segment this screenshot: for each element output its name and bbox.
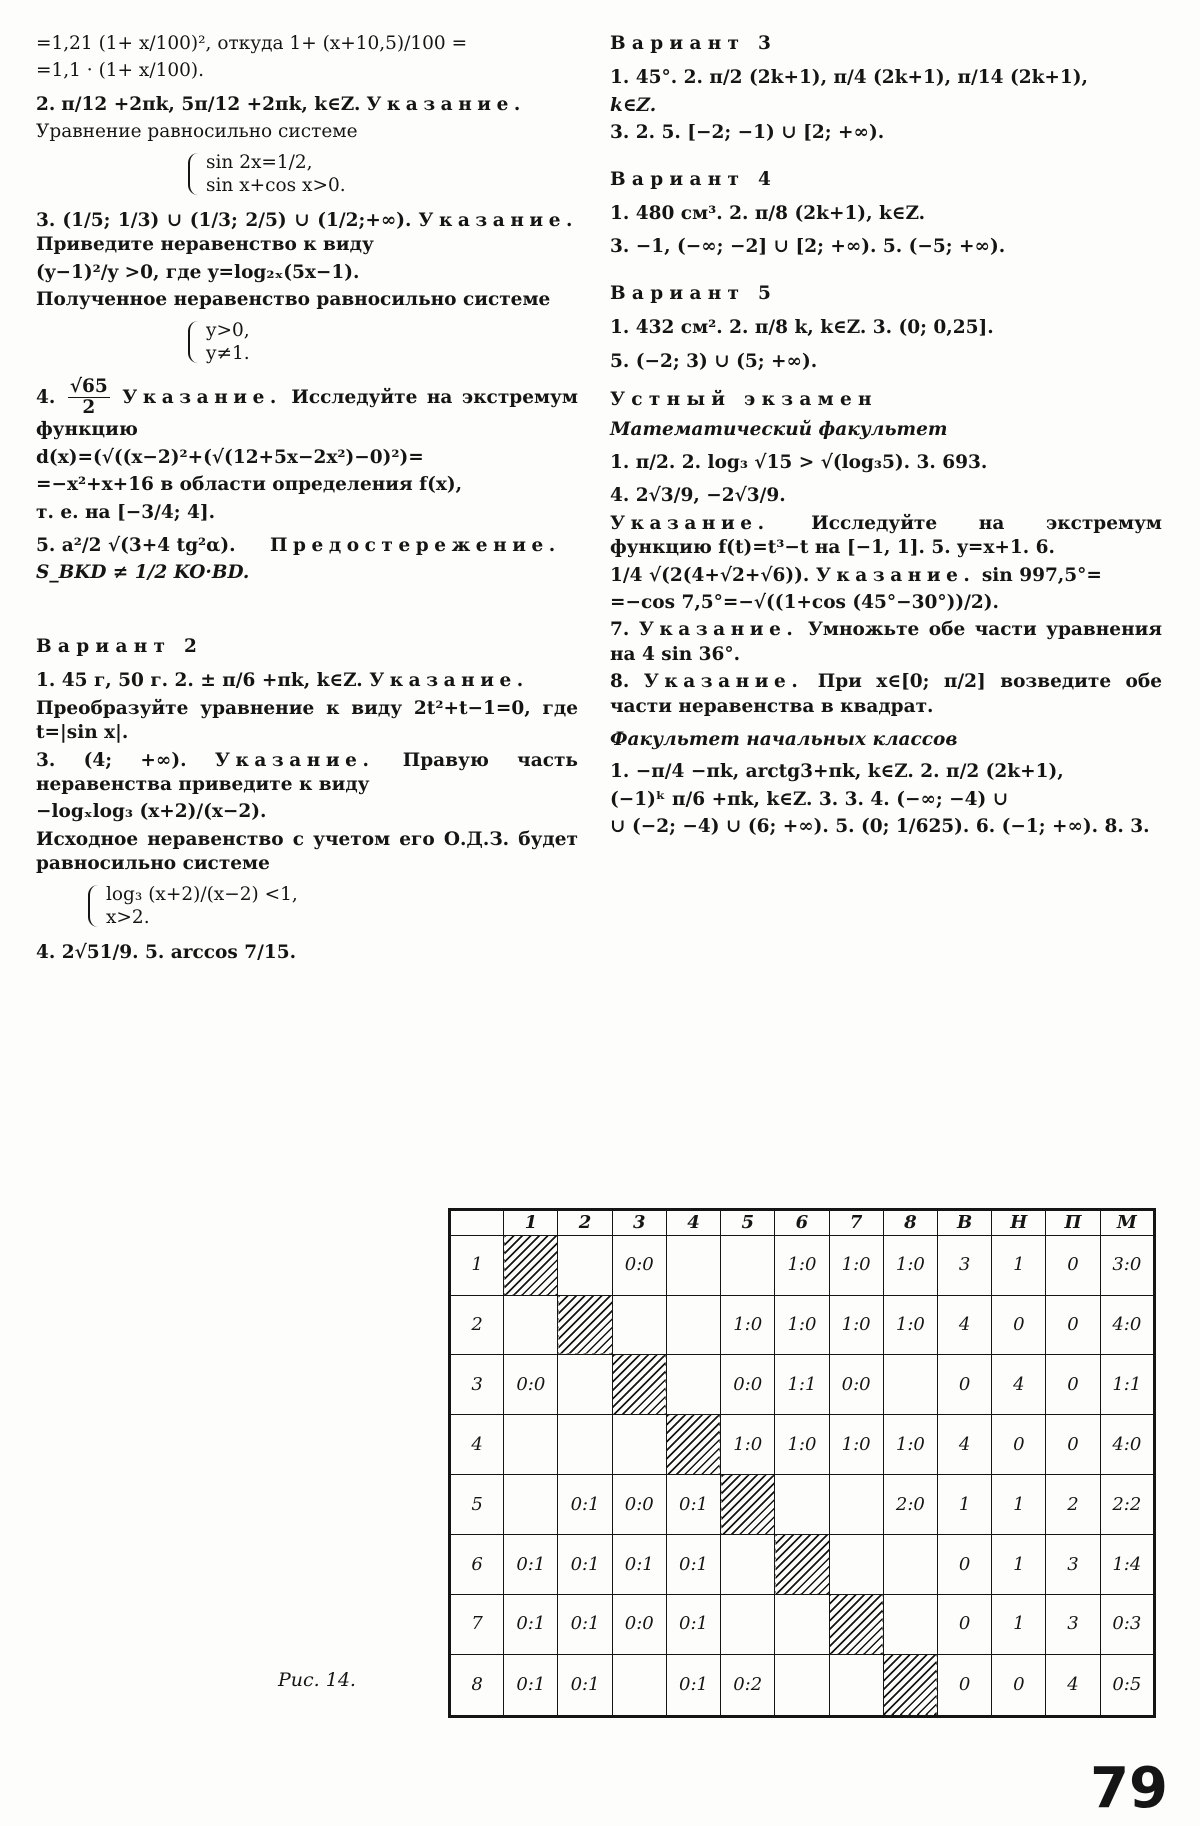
v1-answer-4-denominator: 2 — [82, 397, 96, 419]
table-cell: 0:1 — [558, 1475, 612, 1535]
table-cell — [883, 1355, 937, 1415]
table-cell: 0 — [937, 1594, 991, 1654]
oral-answer-4-hint-block — [610, 512, 1162, 561]
table-header-cell: 2 — [558, 1210, 612, 1236]
variant-4-title: Вариант 4 — [610, 168, 778, 190]
v1-system-2-line1: y>0, — [206, 319, 250, 341]
math-faculty-title: Математический факультет — [610, 419, 948, 441]
table-cell: 0:0 — [612, 1475, 666, 1535]
table-row — [450, 1594, 1155, 1654]
v1-system-1-line2: sin x+cos x>0. — [206, 174, 346, 196]
v1-answer-2 — [36, 93, 578, 117]
v1-answer-4-label: 4. — [36, 386, 56, 408]
table-cell: 1 — [992, 1475, 1046, 1535]
table-cell: 3 — [1046, 1594, 1100, 1654]
oral-answer-8-label: 8. — [610, 671, 630, 693]
oral-answer-6-text: sin 997,5°= — [981, 564, 1102, 586]
table-cell: 1:0 — [829, 1295, 883, 1355]
table-cell — [883, 1534, 937, 1594]
table-cell — [666, 1355, 720, 1415]
table-cell: 1:0 — [829, 1415, 883, 1475]
table-header-cell: 3 — [612, 1210, 666, 1236]
v1-answer-5-label: 5. — [36, 535, 56, 557]
v2-answer-3-math: (4; +∞). — [83, 749, 187, 771]
table-header-cell: 6 — [775, 1210, 829, 1236]
table-cell — [775, 1475, 829, 1535]
table-header-cell: 4 — [666, 1210, 720, 1236]
v1-answer-2-label: 2. — [36, 93, 56, 115]
table-cell: 0 — [937, 1534, 991, 1594]
table-cell: 4:0 — [1100, 1295, 1154, 1355]
v1-answer-3 — [36, 209, 578, 258]
v1-answer-2-text: Уравнение равносильно системе — [36, 121, 358, 143]
oral-answer-7-text: Умножьте обе части уравнения на 4 sin 36°. — [610, 619, 1163, 665]
v1-system-2 — [166, 319, 578, 365]
oral-answer-4-math: 2√3/9, −2√3/9. — [635, 485, 786, 507]
table-cell — [883, 1594, 937, 1654]
v1-answer-4-text: Исследуйте на экстремум функцию — [36, 386, 578, 441]
v1-answer-2-math: π/12 +2πk, 5π/12 +2πk, k∈Z. — [61, 93, 361, 115]
primary-faculty-title: Факультет начальных классов — [610, 728, 958, 750]
table-cell: 0 — [992, 1415, 1046, 1475]
table-cell: 1:0 — [883, 1235, 937, 1295]
v1-answer-3-expr: (y−1)²/y >0, где y=log₂ₓ(5x−1). — [36, 261, 360, 283]
v1-answer-5 — [36, 534, 578, 558]
table-cell: 0 — [992, 1295, 1046, 1355]
table-cell: 1:4 — [1100, 1534, 1154, 1594]
oral-answer-8-hint: Указание. — [643, 671, 804, 693]
table-cell — [883, 1654, 937, 1716]
v2-answer-4: 4. 2√51/9. 5. arccos 7/15. — [36, 941, 297, 963]
table-cell: 4 — [937, 1295, 991, 1355]
table-cell: 2:2 — [1100, 1475, 1154, 1535]
v1-answer-4-line3: т. е. на [−3/4; 4]. — [36, 501, 216, 523]
v2-answer-1-math: 1. 45 г, 50 г. 2. ± π/6 +πk, k∈Z. — [36, 670, 363, 692]
v2-answer-1-text: Преобразуйте уравнение к виду 2t²+t−1=0, где t=|sin x|. — [36, 697, 578, 744]
table-cell: 1 — [992, 1594, 1046, 1654]
table-row — [450, 1415, 1155, 1475]
table-cell: 4 — [1046, 1654, 1100, 1716]
table-cell: 2:0 — [883, 1475, 937, 1535]
table-cell — [666, 1235, 720, 1295]
v2-answer-1 — [36, 669, 578, 693]
oral-answer-6-hint: Указание. — [815, 564, 976, 586]
table-cell — [558, 1295, 612, 1355]
table-cell — [721, 1594, 775, 1654]
right-column — [610, 32, 1162, 849]
table-cell: 1:0 — [883, 1295, 937, 1355]
table-header-cell — [450, 1210, 504, 1236]
table-cell: 1:0 — [775, 1415, 829, 1475]
table-cell — [612, 1654, 666, 1716]
table-cell: 4:0 — [1100, 1415, 1154, 1475]
oral-answer-8 — [610, 670, 1162, 719]
table-header-row — [450, 1210, 1155, 1236]
v1-answer-1-line2: =1,1 · (1+ x/100). — [36, 60, 205, 82]
table-cell — [775, 1654, 829, 1716]
table-cell — [775, 1594, 829, 1654]
table-cell: 1:0 — [721, 1295, 775, 1355]
tournament-score-table — [448, 1208, 1156, 1718]
table-cell — [504, 1235, 558, 1295]
row-header-cell: 2 — [450, 1295, 504, 1355]
v1-system-1-line1: sin 2x=1/2, — [206, 151, 313, 173]
table-cell: 1 — [992, 1534, 1046, 1594]
table-cell — [721, 1235, 775, 1295]
v2-answer-3-expr: −logₓlog₃ (x+2)/(x−2). — [36, 801, 267, 823]
table-cell: 0:1 — [558, 1594, 612, 1654]
row-header-cell: 6 — [450, 1534, 504, 1594]
table-cell: 0:5 — [1100, 1654, 1154, 1716]
oral-answer-8-text: При x∈[0; π/2] возведите обе части неравенства в квадрат. — [610, 671, 1162, 717]
table-body — [450, 1235, 1155, 1716]
table-cell: 0:1 — [612, 1534, 666, 1594]
v2-answer-3 — [36, 749, 578, 798]
table-header-cell: М — [1100, 1210, 1154, 1236]
table-cell: 0:1 — [666, 1475, 720, 1535]
table-header-cell: 1 — [504, 1210, 558, 1236]
table-header-cell: Н — [992, 1210, 1046, 1236]
left-column — [36, 32, 578, 974]
primary-answer-1-line3: ∪ (−2; −4) ∪ (6; +∞). 5. (0; 1/625). 6. (−1; +∞). 8. 3. — [610, 816, 1150, 838]
table-cell: 0 — [1046, 1415, 1100, 1475]
table-cell: 4 — [937, 1415, 991, 1475]
table-cell — [666, 1295, 720, 1355]
table-row — [450, 1475, 1155, 1535]
table-cell: 1:0 — [775, 1235, 829, 1295]
table-header-cell: 8 — [883, 1210, 937, 1236]
table-cell: 0:0 — [829, 1355, 883, 1415]
v2-system-line2: x>2. — [106, 906, 150, 928]
v1-answer-3-text: Приведите неравенство к виду — [36, 234, 374, 256]
table-cell: 0 — [992, 1654, 1046, 1716]
table-header-cell: 5 — [721, 1210, 775, 1236]
table-cell: 0 — [937, 1355, 991, 1415]
table-cell — [612, 1415, 666, 1475]
table-cell: 1 — [937, 1475, 991, 1535]
table-cell — [829, 1475, 883, 1535]
row-header-cell: 8 — [450, 1654, 504, 1716]
table-cell: 1:0 — [829, 1235, 883, 1295]
v1-answer-5-warning: Предостережение. — [270, 535, 561, 557]
table-cell — [721, 1534, 775, 1594]
oral-answer-4-label: 4. — [610, 485, 630, 507]
table-cell: 0:0 — [612, 1235, 666, 1295]
oral-exam-title: Устный экзамен — [610, 389, 878, 411]
v1-system-2-line2: y≠1. — [206, 342, 250, 364]
table-cell: 0:1 — [504, 1654, 558, 1716]
table-cell — [504, 1415, 558, 1475]
figure-caption: Рис. 14. — [278, 1669, 356, 1691]
table-cell: 0:1 — [504, 1534, 558, 1594]
table-cell: 3 — [937, 1235, 991, 1295]
v2-answer-1-hint: Указание. — [369, 670, 529, 692]
table-cell — [721, 1475, 775, 1535]
row-header-cell: 3 — [450, 1355, 504, 1415]
table-cell: 0:1 — [558, 1654, 612, 1716]
v2-system — [66, 883, 578, 929]
v1-answer-4-line1: d(x)=(√((x−2)²+(√(12+5x−2x²)−0)²)= — [36, 446, 424, 468]
table-cell: 1:1 — [775, 1355, 829, 1415]
table-cell: 4 — [992, 1355, 1046, 1415]
oral-answer-7-label: 7. — [610, 619, 630, 641]
table-cell: 0 — [1046, 1295, 1100, 1355]
table-cell: 0 — [1046, 1355, 1100, 1415]
table-cell: 0:0 — [612, 1594, 666, 1654]
table-cell — [612, 1295, 666, 1355]
v1-answer-4-fraction — [68, 377, 110, 419]
v1-answer-4 — [36, 377, 578, 443]
table-cell — [558, 1415, 612, 1475]
v1-answer-3-label: 3. — [36, 209, 56, 231]
table-cell — [829, 1534, 883, 1594]
v3-answer-1: 1. 45°. 2. π/2 (2k+1), π/4 (2k+1), π/14 (2k+1), — [610, 67, 1089, 89]
table-header-cell: П — [1046, 1210, 1100, 1236]
table-cell: 1:1 — [1100, 1355, 1154, 1415]
v4-answer-1: 1. 480 см³. 2. π/8 (2k+1), k∈Z. — [610, 203, 926, 225]
table-cell: 0:1 — [666, 1594, 720, 1654]
table-cell: 3:0 — [1100, 1235, 1154, 1295]
table-cell: 0:2 — [721, 1654, 775, 1716]
oral-answer-1: 1. π/2. 2. log₃ √15 > √(log₃5). 3. 693. — [610, 451, 988, 473]
v2-answer-3-label: 3. — [36, 749, 56, 771]
v1-answer-5-math: a²/2 √(3+4 tg²α). — [61, 535, 236, 557]
v1-answer-3-math: (1/5; 1/3) ∪ (1/3; 2/5) ∪ (1/2;+∞). — [62, 209, 412, 231]
v1-answer-4-numerator: √65 — [69, 375, 108, 397]
table-header-cell: 7 — [829, 1210, 883, 1236]
table-cell: 0:3 — [1100, 1594, 1154, 1654]
table-cell — [666, 1415, 720, 1475]
oral-answer-7 — [610, 618, 1162, 667]
table-row — [450, 1654, 1155, 1716]
table-cell: 0:1 — [504, 1594, 558, 1654]
table-cell: 1:0 — [883, 1415, 937, 1475]
table-cell: 0:1 — [666, 1534, 720, 1594]
v5-answer-2: 5. (−2; 3) ∪ (5; +∞). — [610, 350, 818, 372]
table-cell: 0:0 — [504, 1355, 558, 1415]
row-header-cell: 5 — [450, 1475, 504, 1535]
v1-answer-4-hint: Указание. — [122, 386, 282, 408]
oral-answer-4 — [610, 484, 1162, 508]
v1-system-1 — [166, 151, 578, 197]
v3-answer-1-line2: k∈Z. — [610, 94, 657, 116]
v4-answer-2: 3. −1, (−∞; −2] ∪ [2; +∞). 5. (−5; +∞). — [610, 236, 1006, 258]
v2-system-line1: log₃ (x+2)/(x−2) <1, — [106, 883, 298, 905]
table-cell — [829, 1654, 883, 1716]
table-cell — [829, 1594, 883, 1654]
table-cell — [612, 1355, 666, 1415]
table-cell — [775, 1534, 829, 1594]
table-row — [450, 1534, 1155, 1594]
table-cell — [558, 1235, 612, 1295]
oral-answer-4-hint: Указание. — [610, 512, 770, 534]
table-cell: 1:0 — [775, 1295, 829, 1355]
variant-2-title: Вариант 2 — [36, 635, 204, 657]
table-cell: 0:0 — [721, 1355, 775, 1415]
v1-answer-5-line2: S_BKD ≠ 1/2 KO·BD. — [36, 562, 250, 584]
v2-answer-3-text2: Исходное неравенство с учетом его О.Д.З. будет равносильно системе — [36, 828, 578, 875]
table-cell: 3 — [1046, 1534, 1100, 1594]
table-cell: 1 — [992, 1235, 1046, 1295]
table-row — [450, 1235, 1155, 1295]
table-cell: 0 — [937, 1654, 991, 1716]
v5-answer-1: 1. 432 см². 2. π/8 k, k∈Z. 3. (0; 0,25]. — [610, 317, 994, 339]
row-header-cell: 1 — [450, 1235, 504, 1295]
v2-answer-3-hint: Указание. — [214, 749, 375, 771]
oral-answer-6-math: 1/4 √(2(4+√2+√6)). — [610, 564, 810, 586]
table-cell: 1:0 — [721, 1415, 775, 1475]
oral-answer-4-text: Исследуйте на экстремум функцию f(t)=t³−t на [−1, 1]. 5. y=x+1. 6. — [610, 512, 1162, 559]
v1-answer-3-hint: Указание. — [418, 209, 578, 231]
row-header-cell: 7 — [450, 1594, 504, 1654]
table-row — [450, 1355, 1155, 1415]
table-cell: 2 — [1046, 1475, 1100, 1535]
oral-answer-6 — [610, 564, 1162, 588]
v1-answer-1-line1: =1,21 (1+ x/100)², откуда 1+ (x+10,5)/100 = — [36, 33, 468, 54]
variant-5-title: Вариант 5 — [610, 282, 778, 304]
page-number: 79 — [1090, 1756, 1168, 1821]
v1-answer-4-line2: =−x²+x+16 в области определения f(x), — [36, 474, 463, 496]
row-header-cell: 4 — [450, 1415, 504, 1475]
table-header-cell: В — [937, 1210, 991, 1236]
v1-answer-3-text2: Полученное неравенство равносильно системе — [36, 289, 551, 311]
oral-answer-7-hint: Указание. — [638, 619, 799, 641]
table-cell — [504, 1475, 558, 1535]
variant-3-title: Вариант 3 — [610, 33, 778, 54]
table-cell: 0:1 — [666, 1654, 720, 1716]
table-cell — [504, 1295, 558, 1355]
primary-answer-1: 1. −π/4 −πk, arctg3+πk, k∈Z. 2. π/2 (2k+1), — [610, 761, 1064, 783]
table-cell: 0 — [1046, 1235, 1100, 1295]
table-row — [450, 1295, 1155, 1355]
v2-answer-3-text: Правую часть неравенства приведите к виду — [36, 749, 578, 795]
v1-answer-2-hint: Указание. — [366, 93, 526, 115]
primary-answer-1-line2: (−1)ᵏ π/6 +πk, k∈Z. 3. 3. 4. (−∞; −4) ∪ — [610, 788, 1009, 810]
v3-answer-2: 3. 2. 5. [−2; −1) ∪ [2; +∞). — [610, 122, 885, 144]
table-cell — [558, 1355, 612, 1415]
table-cell: 0:1 — [558, 1534, 612, 1594]
oral-answer-6-line2: =−cos 7,5°=−√((1+cos (45°−30°))/2). — [610, 591, 999, 613]
